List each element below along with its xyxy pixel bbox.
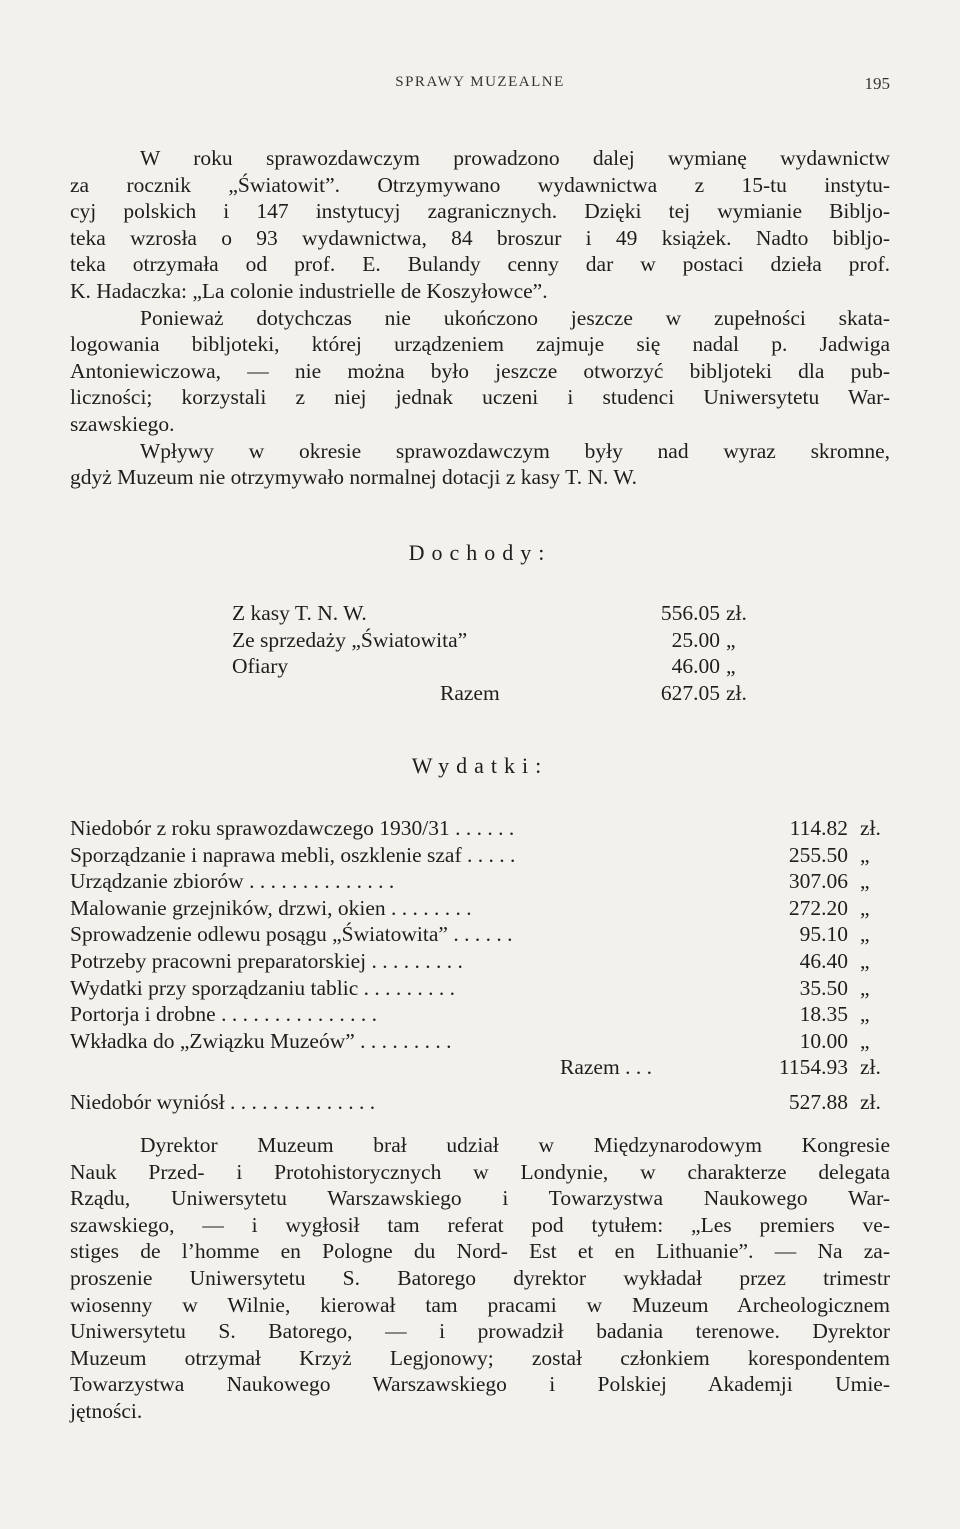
expense-label: Niedobór z roku sprawozdawczego 1930/31 . . . . . . [70,816,515,840]
income-label: Ze sprzedaży „Światowita” [232,627,468,652]
page-number: 195 [864,74,890,93]
expense-amount: 35.50 [799,975,848,1000]
deficit-currency: zł. [860,1089,881,1114]
income-row [232,600,752,627]
expense-label: Wkładka do „Związku Muzeów” . . . . . . . . . [70,1028,452,1053]
expense-amount: 18.35 [799,1002,848,1027]
text-line: Rządu, Uniwersytetu Warszawskiego i Towarzystwa Naukowego War- [70,1186,890,1211]
expense-row [70,815,890,842]
income-table [232,600,752,706]
text-line: Wpływy w okresie sprawozdawczym były nad wyraz skromne, [140,438,890,463]
text-line: gdyż Muzeum nie otrzymywało normalnej dotacji z kasy T. N. W. [70,465,638,490]
text-line: za rocznik „Światowit”. Otrzymywano wydawnictwa z 15-tu instytu- [70,172,890,197]
expense-currency: „ [860,975,870,1000]
expense-amount: 307.06 [788,869,848,894]
expense-currency: „ [860,1002,870,1027]
text-line: wiosenny w Wilnie, kierował tam pracami w Muzeum Archeologicznem [70,1292,890,1317]
expense-row [70,1001,890,1028]
expense-label: Potrzeby pracowni preparatorskiej . . . . . . . . . [70,948,463,973]
text-line: teka otrzymała od prof. E. Bulandy cenny dar w postaci dzieła prof. [70,252,890,277]
expense-currency: „ [860,948,870,973]
expense-currency: zł. [860,816,881,840]
expense-amount: 46.40 [799,948,848,973]
text-line: Nauk Przed- i Protohistorycznych w Londynie, w charakterze delegata [70,1159,890,1184]
paragraph-library-exchange [70,145,890,491]
text-line: szawskiego, — i wygłosił tam referat pod tytułem: „Les premiers ve- [70,1212,890,1237]
deficit-label: Niedobór wyniósł . . . . . . . . . . . . . . [70,1089,376,1114]
income-currency: „ [726,654,736,679]
text-line: W roku sprawozdawczym prowadzono dalej wymianę wydawnictw [140,146,890,170]
expense-total-row [70,1054,890,1081]
expense-total-amount: 1154.93 [778,1055,848,1080]
expense-total-label: Razem . . . [560,1055,652,1080]
expense-row [70,842,890,869]
expense-currency: „ [860,895,870,920]
text-line: Uniwersytetu S. Batorego, — i prowadził badania terenowe. Dyrektor [70,1319,890,1344]
text-line: Antoniewiczowa, — nie można było jeszcze otworzyć bibljoteki dla pub- [70,358,890,383]
expense-row [70,975,890,1002]
deficit-amount: 527.88 [788,1089,848,1114]
text-line: szawskiego. [70,411,175,436]
income-currency: „ [726,627,736,652]
income-label: Z kasy T. N. W. [232,601,367,625]
expense-row [70,921,890,948]
running-title: SPRAWY MUZEALNE [395,74,565,90]
text-line: teka wzrosła o 93 wydawnictwa, 84 broszur i 49 książek. Nadto bibljo- [70,225,890,250]
expense-row [70,868,890,895]
paragraph-director-activities [70,1132,890,1425]
page-header [70,74,890,104]
income-amount: 556.05 [660,601,720,625]
expense-amount: 255.50 [788,842,848,867]
income-row [232,627,752,654]
expense-label: Wydatki przy sporządzaniu tablic . . . . . . . . . [70,975,455,1000]
expense-label: Portorja i drobne . . . . . . . . . . . . . . . [70,1002,377,1027]
income-label: Ofiary [232,654,289,679]
expense-currency: „ [860,869,870,894]
expense-currency: „ [860,842,870,867]
text-line: stiges de l’homme en Pologne du Nord- Est et en Lithuanie”. — Na za- [70,1239,890,1264]
text-line: Muzeum otrzymał Krzyż Legjonowy; został członkiem korespondentem [70,1345,890,1370]
expense-amount: 272.20 [788,895,848,920]
text-line: K. Hadaczka: „La colonie industrielle de Koszyłowce”. [70,278,548,303]
expense-row [70,1028,890,1055]
expense-total-currency: zł. [860,1055,881,1080]
expenses-table [70,815,890,1116]
expense-label: Sprowadzenie odlewu posągu „Światowita” . . . . . . [70,922,513,947]
income-total-label: Razem [440,680,500,705]
income-total-amount: 627.05 [660,680,720,705]
expense-amount: 95.10 [799,922,848,947]
text-line: Towarzystwa Naukowego Warszawskiego i Polskiej Akademji Umie- [70,1372,890,1397]
expenses-heading: Wydatki: [411,753,549,778]
income-heading: Dochody: [408,540,552,565]
expense-row [70,948,890,975]
expense-amount: 114.82 [789,816,848,840]
spacer [70,1081,890,1089]
text-line: jętności. [70,1398,143,1423]
text-line: proszenie Uniwersytetu S. Batorego dyrektor wykładał przez trimestr [70,1265,890,1290]
expense-label: Urządzanie zbiorów . . . . . . . . . . . . . . [70,869,395,894]
income-total-currency: zł. [726,680,747,705]
expense-label: Malowanie grzejników, drzwi, okien . . . . . . . . [70,895,472,920]
expense-currency: „ [860,1028,870,1053]
expense-label: Sporządzanie i naprawa mebli, oszklenie szaf . . . . . [70,842,516,867]
income-total-row [232,680,752,707]
expense-currency: „ [860,922,870,947]
income-row [232,653,752,680]
deficit-row [70,1089,890,1116]
text-line: Dyrektor Muzeum brał udział w Międzynarodowym Kongresie [140,1133,890,1157]
expense-row [70,895,890,922]
income-currency: zł. [726,601,747,625]
text-line: cyj polskich i 147 instytucyj zagranicznych. Dzięki tej wymianie Bibljo- [70,199,890,224]
expense-amount: 10.00 [799,1028,848,1053]
income-amount: 46.00 [671,654,720,679]
income-amount: 25.00 [671,627,720,652]
text-line: liczności; korzystali z niej jednak uczeni i studenci Uniwersytetu War- [70,385,890,410]
text-line: Ponieważ dotychczas nie ukończono jeszcze w zupełności skata- [140,305,890,330]
text-line: logowania bibljoteki, której urządzeniem zajmuje się nadal p. Jadwiga [70,332,890,357]
